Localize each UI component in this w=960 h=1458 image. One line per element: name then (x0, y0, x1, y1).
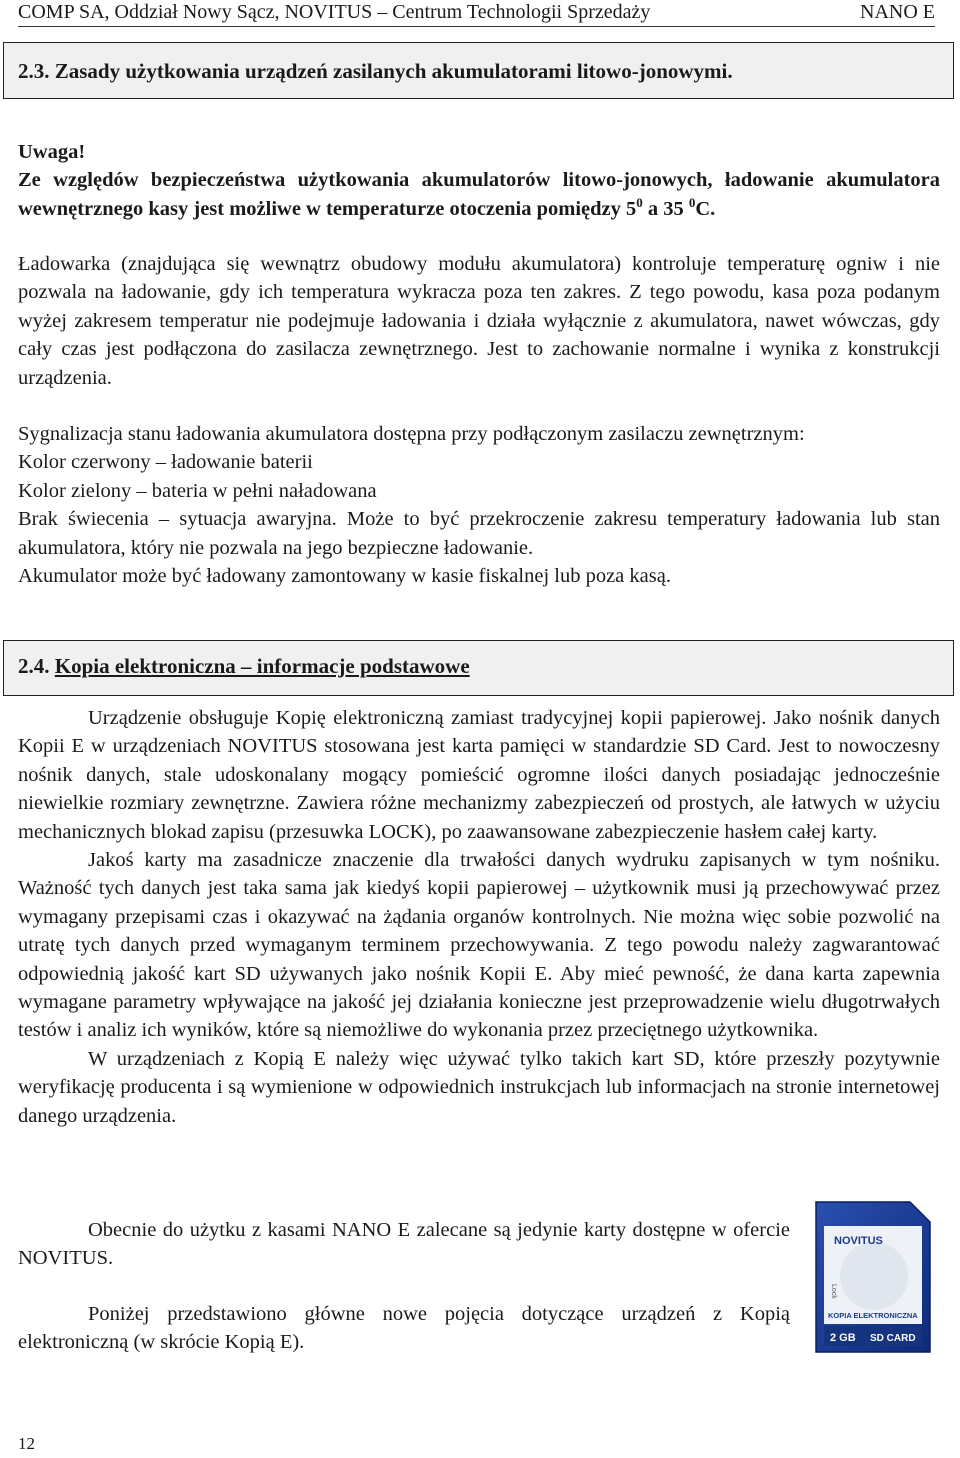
warning-label: Uwaga! (18, 141, 86, 163)
page-number: 12 (18, 1434, 35, 1453)
kopia-paragraph-4-wrap (18, 1216, 790, 1273)
signal-green: Kolor zielony – bateria w pełni naładowana (18, 479, 377, 502)
warning-text: Ze względów bezpieczeństwa użytkowania akumulatorów litowo-jonowych, ładowanie akumulatora wewnętrznego kasy jest możliwe w temperaturze otoczenia pomiędzy $5^0$ a 35 $^0$C. (18, 169, 940, 220)
signal-intro: Sygnalizacja stanu ładowania akumulatora dostępna przy podłączonym zasilaczu zewnętrznym: (18, 423, 805, 445)
header-left: COMP SA, Oddział Nowy Sącz, NOVITUS – Centrum Technologii Sprzedaży (18, 1, 651, 23)
header-right: NANO E (860, 1, 935, 23)
warning-block (18, 138, 940, 223)
kopia-paragraph-4: Obecnie do użytku z kasami NANO E zalecane są jedynie karty dostępne w ofercie NOVITUS. (18, 1219, 790, 1270)
sd-card-image (812, 1200, 932, 1356)
section-23-title-box (3, 42, 954, 99)
charging-note: Akumulator może być ładowany zamontowany w kasie fiskalnej lub poza kasą. (18, 565, 671, 588)
signalization-block (18, 420, 940, 590)
kopia-paragraphs (18, 704, 940, 1130)
section-23-title: 2.3. Zasady użytkowania urządzeń zasilanych akumulatorami litowo-jonowymi. (18, 59, 733, 83)
sd-card-type: SD CARD (870, 1333, 916, 1344)
kopia-paragraph-5: Poniżej przedstawiono główne nowe pojęcia dotyczące urządzeń z Kopią elektroniczną (w skrócie Kopią E). (18, 1303, 790, 1354)
kopia-paragraph-5-wrap (18, 1300, 790, 1357)
kopia-paragraph-1: Urządzenie obsługuje Kopię elektroniczną zamiast tradycyjnej kopii papierowej. Jako nośnik danych Kopii E w urządzeniach NOVITUS stosowana jest karta pamięci w standardzie SD Card. Jest to nowoczesny nośnik danych, stale udoskonalany mogący pomieścić ogromne ilości danych posiadając jednocześnie niewielkie rozmiary zewnętrzne. Zawiera różne mechanizmy zabezpieczeń od prostych, ale łatwych w użyciu mechanicznych blokad zapisu (przesuwka LOCK), po zaawansowane zabezpieczenie hasłem całej karty. (18, 707, 940, 843)
section-24-number: 2.4. (18, 654, 50, 678)
kopia-paragraph-2: Jakoś karty ma zasadnicze znaczenie dla trwałości danych wydruku zapisanych w tym nośniku. Ważność tych danych jest taka sama jak kiedyś kopii papierowej – użytkownik musi ją przechowywać przez wymagany przepisami czas i okazywać na żądania organów kontrolnych. Nie można więc sobie pozwolić na utratę tych danych przed wymaganym terminem przechowywania. Z tego powodu należy zagwarantować odpowiednią jakość kart SD używanych jako nośnik Kopii E. Aby mieć pewność, że dana karta zapewnia wymagane parametry wpływające na jakość jej działania konieczne jest przeprowadzenie wielu długotrwałych testów i analiz ich wyników, które są niemożliwe do wykonania przez przeciętnego użytkownika. (18, 849, 940, 1042)
battery-paragraph: Ładowarka (znajdująca się wewnątrz obudowy modułu akumulatora) kontroluje temperaturę ogniw i nie pozwala na ładowanie, gdy ich temperatura wykracza poza ten zakres. Z tego powodu, kasa poza podanym wyżej zakresem temperatur nie podejmuje ładowania i działa wyłącznie z akumulatora, nawet wówczas, gdy cały czas jest podłączona do zasilacza zewnętrznego. Jest to zachowanie normalne i wynika z konstrukcji urządzenia. (18, 253, 940, 389)
sd-card-label: KOPIA ELEKTRONICZNA (828, 1311, 918, 1320)
sd-card-capacity: 2 GB (830, 1332, 856, 1344)
signal-red: Kolor czerwony – ładowanie baterii (18, 451, 313, 474)
section-24-title-box (3, 640, 954, 696)
sd-card-lock: Lock (830, 1284, 837, 1299)
section-24-title: Kopia elektroniczna – informacje podstawowe (54, 654, 470, 678)
kopia-paragraph-3: W urządzeniach z Kopią E należy więc używać tylko takich kart SD, które przeszły pozytywnie weryfikację producenta i są wymienione w odpowiednich instrukcjach lub informacjach na stronie internetowej danego urządzenia. (18, 1047, 940, 1127)
page-header (18, 0, 935, 27)
sd-card-brand: NOVITUS (834, 1235, 883, 1247)
signal-none: Brak świecenia – sytuacja awaryjna. Może to być przekroczenie zakresu temperatury ładowania lub stan akumulatora, który nie pozwala na jego bezpieczne ładowanie. (18, 508, 940, 559)
